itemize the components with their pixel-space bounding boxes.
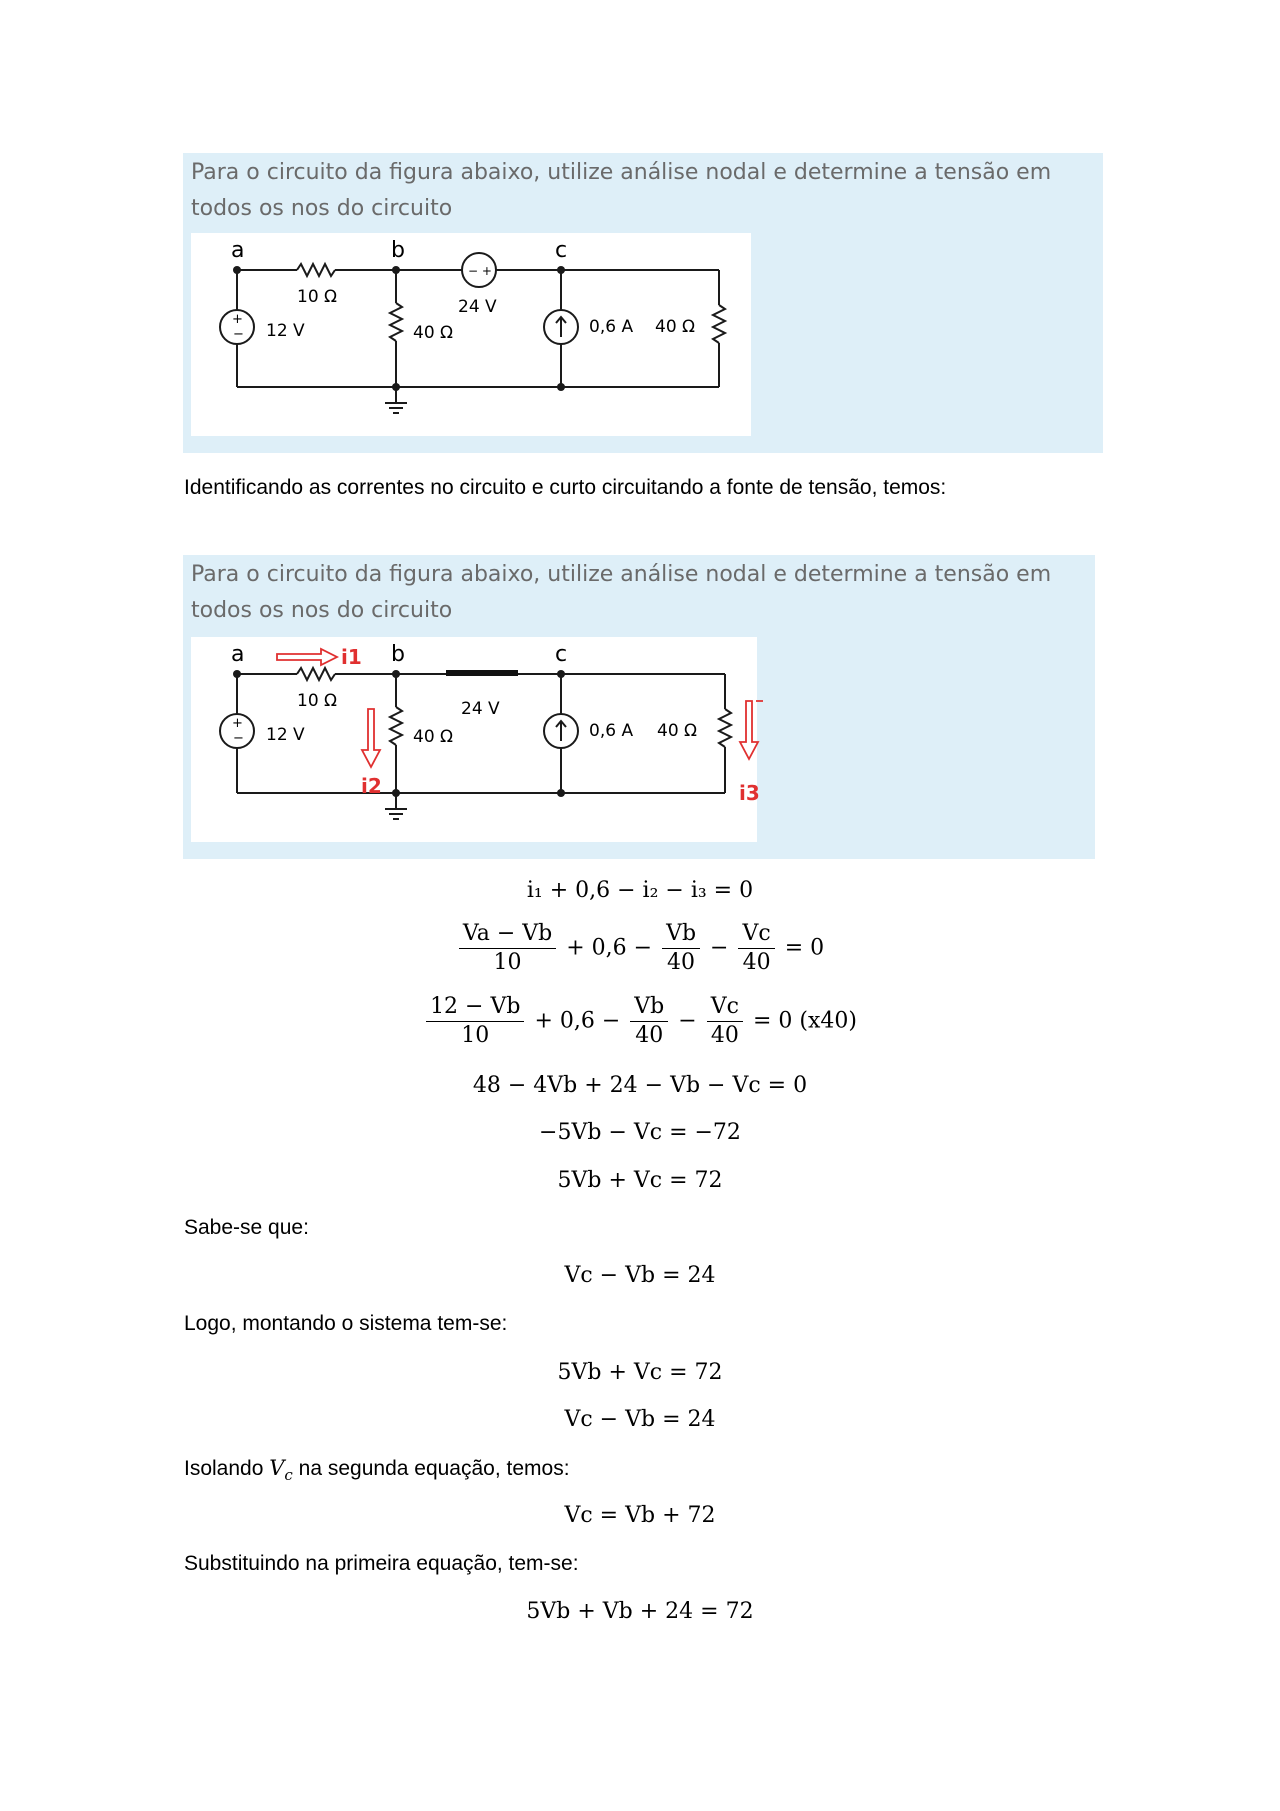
i1-arrow-icon — [277, 649, 337, 665]
equation-3: $\frac{12 - Vb}{10}$ + 0,6 − $\frac{Vb}{40}$ − $\frac{Vc}{40}$ = 0 (x40) — [0, 993, 1280, 1050]
equation-7: Vc − Vb = 24 — [564, 1263, 716, 1288]
problem-box-2 — [183, 555, 1095, 859]
eq2-den3: 40 — [742, 950, 771, 975]
equation-1: i₁ + 0,6 − i₂ − i₃ = 0 — [526, 878, 754, 903]
substituindo-paragraph: Substituindo na primeira equação, tem-se: — [184, 1552, 579, 1575]
equation-8: 5Vb + Vc = 72 — [557, 1360, 723, 1385]
isource-label-2: 0,6 A — [589, 721, 634, 741]
vsource2-label: 24 V — [458, 297, 497, 317]
r2-label: 40 Ω — [413, 323, 454, 343]
plus-sign-2: + — [232, 716, 243, 731]
circuit-figure-1 — [191, 233, 751, 436]
intro-paragraph: Identificando as correntes no circuito e curto circuitando a fonte de tensão, temos: — [184, 476, 947, 499]
circuit-figure-2 — [191, 637, 760, 842]
eq2-end: = 0 — [784, 935, 825, 961]
eq2-num2: Vb — [662, 920, 700, 949]
minus-sign-2: − — [233, 731, 244, 746]
i3-label: i3 — [739, 781, 760, 805]
eq3-end: = 0 (x40) — [752, 1008, 857, 1034]
r1-label-2: 10 Ω — [297, 691, 338, 711]
i2-label: i2 — [361, 774, 382, 798]
equation-5: −5Vb − Vc = −72 — [539, 1120, 741, 1145]
node-a-label-2: a — [231, 642, 245, 667]
node-c-label-2: c — [555, 642, 568, 667]
isolando-sub: c — [284, 1466, 293, 1485]
eq3-den3: 40 — [710, 1023, 739, 1048]
minus-plus-sign: − + — [468, 264, 492, 278]
circuit-diagram-1 — [191, 233, 751, 436]
eq2-num1: Va − Vb — [459, 920, 556, 949]
eq3-num3: Vc — [707, 993, 743, 1022]
vsource-label-2: 12 V — [266, 725, 305, 745]
eq2-num3: Vc — [738, 920, 774, 949]
equation-10: Vc = Vb + 72 — [564, 1503, 716, 1528]
equation-2: $\frac{Va - Vb}{10}$ + 0,6 − $\frac{Vb}{40}$ − $\frac{Vc}{40}$ = 0 — [0, 920, 1280, 977]
isource-label: 0,6 A — [589, 317, 634, 337]
isolando-text-b: na segunda equação, temos: — [298, 1457, 570, 1480]
sabe-se-paragraph: Sabe-se que: — [184, 1216, 309, 1239]
node-a-label: a — [231, 238, 245, 263]
eq3-mid: + 0,6 − — [534, 1008, 621, 1034]
plus-sign: + — [232, 312, 243, 327]
minus-sign: − — [233, 327, 244, 342]
vsource2-label-2: 24 V — [461, 699, 500, 719]
eq2-den1: 10 — [493, 950, 522, 975]
eq2-mid: + 0,6 − — [566, 935, 653, 961]
isolando-text-a: Isolando — [184, 1457, 264, 1480]
problem-prompt-2: Para o circuito da figura abaixo, utilize análise nodal e determine a tensão em todos os nos do circuito — [191, 562, 1052, 623]
isolando-paragraph — [184, 1456, 570, 1484]
eq3-num1: 12 − Vb — [426, 993, 524, 1022]
r2-label-2: 40 Ω — [413, 727, 454, 747]
node-c-label: c — [555, 238, 568, 263]
problem-prompt: Para o circuito da figura abaixo, utilize análise nodal e determine a tensão em todos os nos do circuito — [191, 160, 1052, 221]
r3-label-2: 40 Ω — [657, 721, 698, 741]
eq3-den1: 10 — [461, 1023, 490, 1048]
eq3-den2: 40 — [635, 1023, 664, 1048]
vsource-label: 12 V — [266, 321, 305, 341]
i3-arrow-icon — [740, 701, 758, 759]
equation-4: 48 − 4Vb + 24 − Vb − Vc = 0 — [472, 1073, 808, 1098]
eq3-num2: Vb — [630, 993, 668, 1022]
isolando-var: V — [269, 1456, 285, 1480]
node-b-label: b — [391, 238, 405, 263]
eq2-den2: 40 — [667, 950, 696, 975]
problem-box-1 — [183, 153, 1103, 453]
r1-label: 10 Ω — [297, 287, 338, 307]
node-b-label-2: b — [391, 642, 405, 667]
circuit-diagram-2 — [191, 637, 760, 842]
equation-6: 5Vb + Vc = 72 — [557, 1168, 723, 1193]
equation-11: 5Vb + Vb + 24 = 72 — [526, 1599, 754, 1624]
i1-label: i1 — [341, 645, 362, 669]
i2-arrow-icon — [362, 709, 380, 767]
logo-paragraph: Logo, montando o sistema tem-se: — [184, 1312, 508, 1335]
equation-9: Vc − Vb = 24 — [564, 1407, 716, 1432]
r3-label: 40 Ω — [655, 317, 696, 337]
